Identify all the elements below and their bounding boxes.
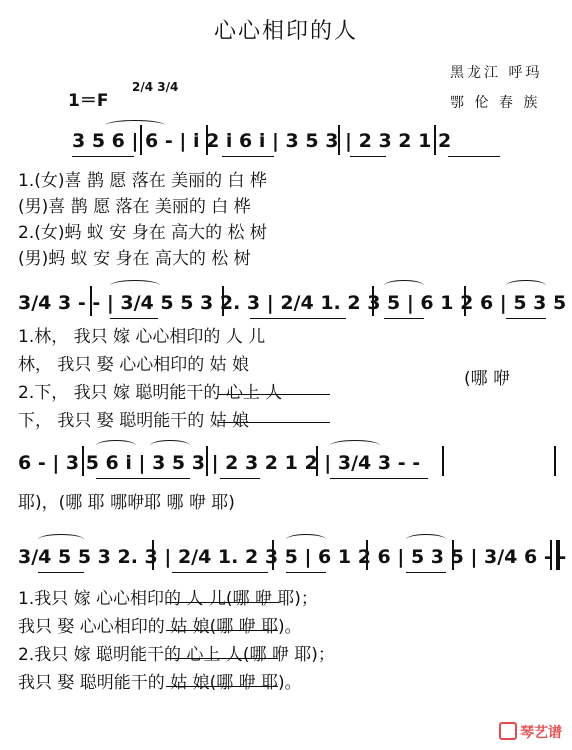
beam: [250, 318, 346, 319]
barline: [206, 125, 208, 155]
system-3-notes: 6 - | 3 5 6 i | 3 5 3 | 2 3 2 1 2 | 3/4 3 - -: [18, 452, 421, 474]
beam: [72, 156, 134, 157]
system-3-lyric-1: 耶)，(哪 耶 哪咿耶 哪 咿 耶): [18, 493, 235, 513]
system-4-lyric-3: 2.我只 嫁 聪明能干的 心上 人(哪 咿 耶)；: [18, 645, 335, 665]
system-2-notes: 3/4 3 - - | 3/4 5 5 3 2. 3 | 2/4 1. 2 3 5 | 6 1 2 6 | 5 3 5: [18, 292, 567, 314]
ethnicity-credit: 鄂 伦 春 族: [450, 95, 541, 111]
beam: [172, 572, 268, 573]
beam: [406, 572, 446, 573]
beam: [448, 156, 500, 157]
beam: [330, 478, 428, 479]
key-signature: 1＝F: [68, 91, 109, 111]
barline: [82, 446, 84, 476]
system-4-lyric-2: 我只 娶 心心相印的 姑 娘(哪 咿 耶)。: [18, 617, 302, 637]
barline: [90, 286, 92, 316]
slur: [150, 440, 190, 451]
barline: [554, 446, 556, 476]
beam: [38, 572, 84, 573]
barline: [452, 540, 454, 570]
slur: [286, 534, 326, 545]
watermark-logo: 琴艺谱: [499, 722, 562, 742]
system-2-lyric-3: 2.下， 我只 嫁 聪明能干的 心上 人: [18, 383, 283, 403]
barline: [206, 446, 208, 476]
system-1-notes: 3 5 6 | 6 - | i 2 i 6 i | 3 5 3 | 2 3 2 1 2: [72, 130, 452, 152]
time-signatures: 2/4 3/4: [132, 80, 179, 94]
lyric-underline: [218, 394, 330, 395]
slur: [110, 280, 160, 291]
barline: [464, 286, 466, 316]
system-1-lyric-2: (男)喜 鹊 愿 落在 美丽的 白 桦: [18, 197, 251, 217]
barline: [222, 286, 224, 316]
final-barline: [550, 540, 552, 570]
barline: [442, 446, 444, 476]
barline: [372, 286, 374, 316]
beam: [384, 318, 424, 319]
origin-credit: 黑龙江 呼玛: [450, 65, 543, 81]
slur: [96, 440, 136, 451]
barline: [272, 540, 274, 570]
system-2-lyric-2: 林， 我只 娶 心心相印的 姑 娘: [18, 355, 250, 375]
refrain-prefix: (哪 咿: [464, 369, 511, 389]
beam: [110, 318, 158, 319]
song-title: 心心相印的人: [213, 19, 358, 44]
barline: [152, 540, 154, 570]
slur: [330, 440, 380, 451]
system-4-notes: 3/4 5 5 3 2. 3 | 2/4 1. 2 3 5 | 6 1 2 6 | 5 3 5 | 3/4 6 - -: [18, 546, 567, 568]
lyric-underline: [166, 686, 278, 687]
slur: [406, 534, 446, 545]
system-4-lyric-4: 我只 娶 聪明能干的 姑 娘(哪 咿 耶)。: [18, 673, 302, 693]
lyric-underline: [166, 630, 278, 631]
system-2-lyric-4: 下， 我只 娶 聪明能干的 姑 娘: [18, 411, 250, 431]
slur: [506, 280, 546, 291]
barline: [338, 125, 340, 155]
final-barline-thick: [556, 540, 560, 570]
beam: [286, 572, 326, 573]
slur: [38, 534, 84, 545]
lyric-underline: [218, 422, 330, 423]
slur: [105, 120, 165, 131]
beam: [96, 478, 190, 479]
slur: [384, 280, 424, 291]
barline: [366, 540, 368, 570]
system-1-lyric-4: (男)蚂 蚁 安 身在 高大的 松 树: [18, 249, 251, 269]
lyric-underline: [166, 602, 278, 603]
system-2-lyric-1: 1.林， 我只 嫁 心心相印的 人 儿: [18, 327, 266, 347]
system-1-lyric-1: 1.(女)喜 鹊 愿 落在 美丽的 白 桦: [18, 171, 267, 191]
lyric-underline: [166, 658, 278, 659]
logo-icon: [499, 722, 517, 740]
system-4-lyric-1: 1.我只 嫁 心心相印的 人 儿(哪 咿 耶)；: [18, 589, 318, 609]
beam: [506, 318, 546, 319]
system-1-lyric-3: 2.(女)蚂 蚁 安 身在 高大的 松 树: [18, 223, 267, 243]
beam: [222, 156, 274, 157]
beam: [350, 156, 386, 157]
barline: [434, 125, 436, 155]
beam: [220, 478, 260, 479]
barline: [316, 446, 318, 476]
